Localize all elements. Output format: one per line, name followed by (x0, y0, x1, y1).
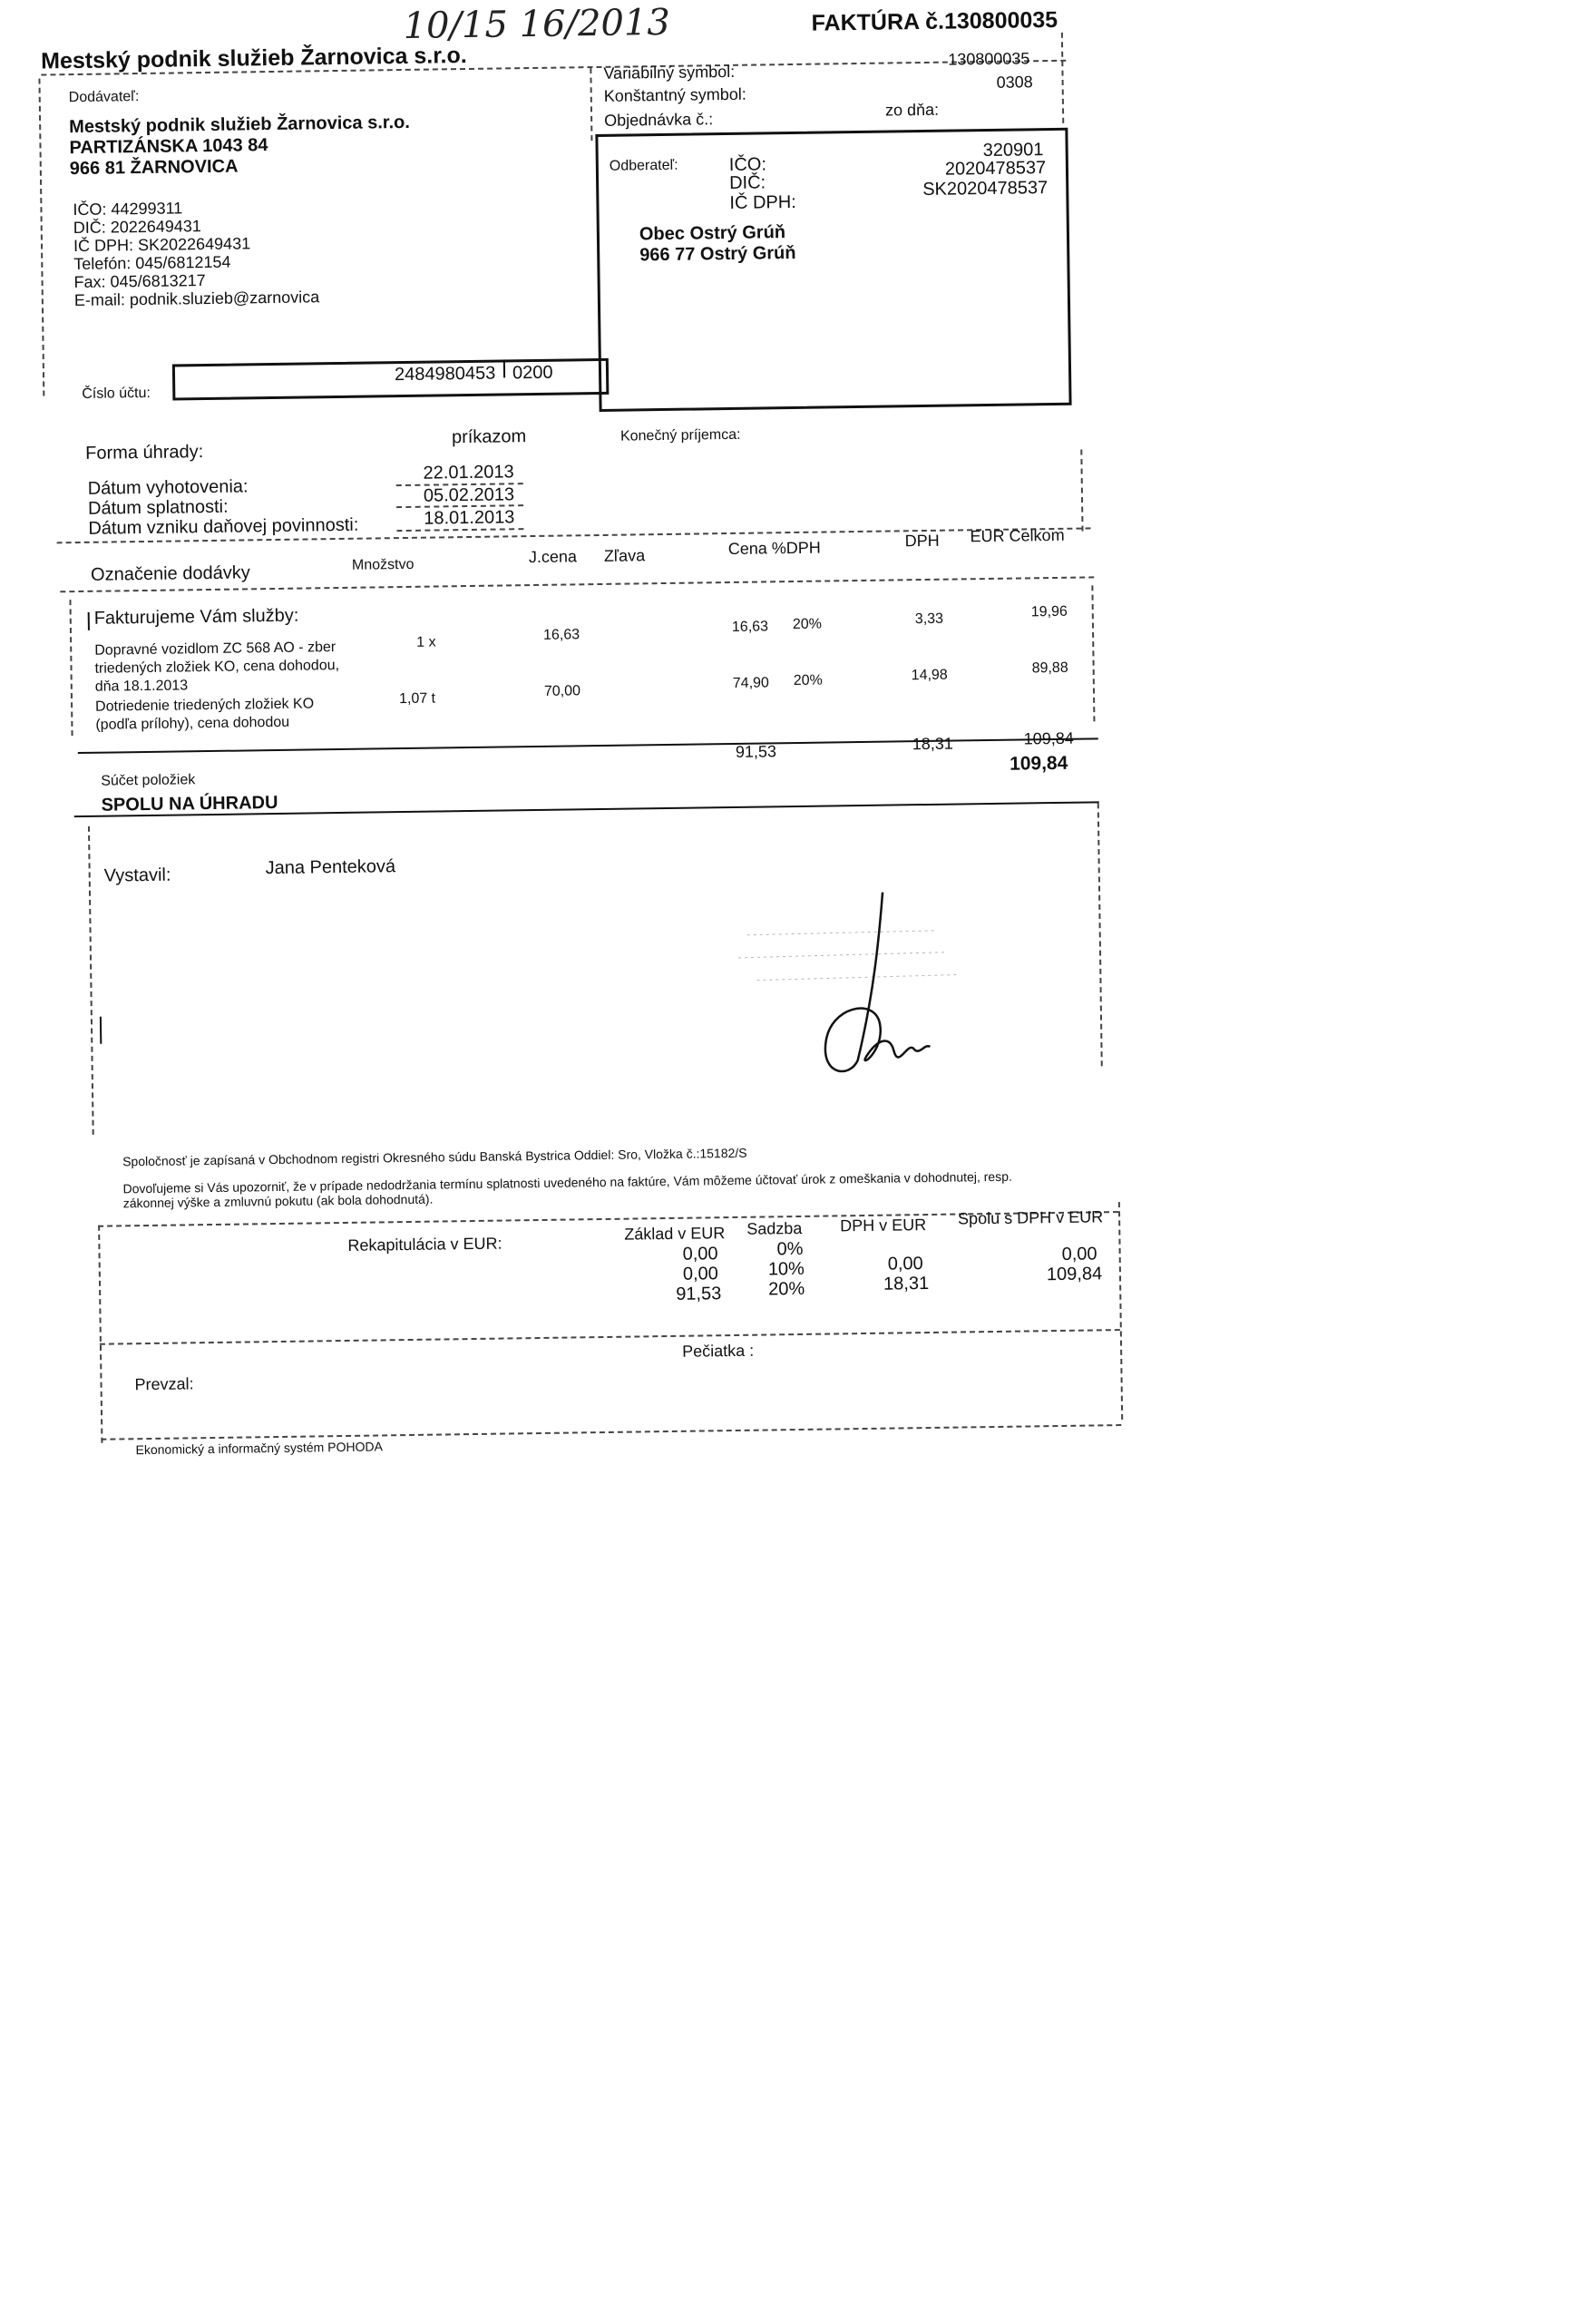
issued-by-name: Jana Penteková (265, 856, 396, 879)
issue-date: 22.01.2013 (423, 462, 514, 483)
col-total: EUR Celkom (970, 525, 1065, 546)
row2-qty: 1,07 t (398, 690, 436, 708)
variable-symbol-label: Variabilný symbol: (603, 62, 736, 83)
col-quantity: Množstvo (351, 556, 415, 573)
recap-left-border (98, 1225, 102, 1443)
items-intro: Fakturujeme Vám služby: (93, 605, 299, 629)
body-marker (100, 1017, 102, 1044)
customer-dic-label: DIČ: (728, 172, 766, 193)
col-designation: Označenie dodávky (90, 562, 250, 585)
final-recipient-label: Konečný príjemca: (619, 426, 741, 444)
due-date-label: Dátum splatnosti: (87, 496, 229, 519)
system-label: Ekonomický a informačný systém POHODA (135, 1439, 383, 1458)
row1-unit-price: 16,63 (542, 627, 580, 643)
signature (719, 886, 976, 1089)
account-bank: 0200 (512, 362, 553, 384)
supplier-label: Dodávateľ: (68, 89, 140, 106)
col-discount: Zľava (603, 546, 646, 565)
col-unit-price: J.cena (528, 547, 578, 567)
row2-desc1: Dotriedenie triedených zložiek KO (95, 696, 315, 715)
body-right-border (1097, 803, 1103, 1066)
constant-symbol-label: Konštantný symbol: (603, 84, 746, 105)
customer-dic: 2020478537 (944, 158, 1047, 180)
right-border-mid (1080, 450, 1083, 532)
recap-col-total: Spolu s DPH v EUR (957, 1207, 1104, 1228)
supplier-phone: Telefón: 045/6812154 (73, 252, 231, 274)
order-date-label: zo dňa: (884, 100, 940, 120)
order-label: Objednávka č.: (604, 110, 714, 130)
supplier-icdph: IČ DPH: SK2022649431 (73, 234, 251, 256)
account-number: 2484980453 (394, 363, 496, 386)
account-label: Číslo účtu: (82, 385, 151, 402)
issue-date-label: Dátum vyhotovenia: (87, 476, 249, 499)
supplier-dic: DIČ: 2022649431 (73, 217, 201, 238)
supplier-email: E-mail: podnik.sluzieb@zarnovica (73, 288, 320, 310)
recap-col-vat: DPH v EUR (840, 1216, 927, 1235)
customer-label: Odberateľ: (609, 157, 678, 174)
row2-vat: 14,98 (911, 667, 948, 684)
variable-symbol-value: 130800035 (948, 49, 1030, 69)
table-right-border (1091, 585, 1095, 721)
row1-qty: 1 x (416, 634, 436, 650)
recap-col-base: Základ v EUR (624, 1224, 726, 1244)
payment-form-value: príkazom (451, 426, 527, 448)
footer-rule (101, 1424, 1121, 1440)
tax-date-label: Dátum vzniku daňovej povinnosti: (88, 514, 359, 539)
supplier-city: 966 81 ŽARNOVICA (69, 156, 239, 180)
notice-line-1: Dovoľujeme si Vás upozorniť, že v prípade nedodržania termínu splatnosti uvedeného na faktúre, Vám môžeme účtovať úrok z omeškania v dohodnutej, resp. (122, 1168, 1012, 1196)
supplier-ico: IČO: 44299311 (73, 199, 183, 220)
supplier-street: PARTIZÁNSKA 1043 84 (69, 135, 268, 159)
col-vat: DPH (904, 531, 940, 551)
row2-desc2: (podľa prílohy), cena dohodou (95, 714, 290, 733)
recap-label: Rekapitulácia v EUR: (347, 1234, 502, 1255)
col-price-vat: Cena %DPH (727, 538, 821, 559)
row2-price: 74,90 (732, 675, 769, 691)
recap-bottom-rule (100, 1329, 1120, 1345)
recap-row2-total: 0,00 (1061, 1244, 1097, 1265)
row1-price: 16,63 (731, 619, 769, 635)
row1-desc2: triedených zložiek KO, cena dohodou, (94, 658, 340, 677)
invoice-title: FAKTÚRA č.130800035 (811, 6, 1058, 36)
left-border (38, 79, 44, 396)
symbols-divider (590, 68, 592, 141)
company-title: Mestský podnik služieb Žarnovica s.r.o. (40, 42, 467, 74)
recap-row1-base: 0,00 (682, 1244, 718, 1265)
customer-ico: 320901 (982, 140, 1044, 161)
row2-unit-price: 70,00 (543, 683, 581, 699)
customer-icdph: SK2020478537 (922, 178, 1049, 200)
sum-vat: 18,31 (912, 734, 953, 754)
recap-right-border (1118, 1202, 1123, 1420)
stamp-label: Pečiatka : (681, 1341, 755, 1361)
constant-symbol-value: 0308 (996, 73, 1033, 92)
notice-line-2: zákonnej výške a zmluvnú pokutu (ak bola dohodnutá). (122, 1191, 434, 1211)
customer-ico-label: IČO: (728, 154, 767, 175)
recap-row2-vat: 0,00 (887, 1254, 923, 1274)
supplier-fax: Fax: 045/6813217 (73, 271, 206, 292)
received-label: Prevzal: (134, 1374, 194, 1394)
right-border-top (1061, 33, 1064, 123)
register-note: Spoločnosť je zapísaná v Obchodnom registri Okresného súdu Banská Bystrica Oddiel: Sro, Vložka č.:15182/S (122, 1145, 747, 1169)
due-date: 05.02.2013 (423, 484, 515, 506)
row1-desc1: Dopravné vozidlom ZC 568 AO - zber (94, 640, 337, 659)
dates-underline-3 (396, 528, 523, 532)
row2-rate: 20% (793, 672, 823, 689)
recap-row2-base: 0,00 (682, 1264, 719, 1284)
row1-rate: 20% (792, 616, 823, 633)
recap-row3-base: 91,53 (676, 1284, 722, 1304)
row1-total: 19,96 (1030, 603, 1068, 620)
recap-row3-vat: 18,31 (883, 1274, 930, 1294)
issued-by-label: Vystavil: (103, 864, 171, 886)
row1-desc3: dňa 18.1.2013 (94, 678, 189, 695)
recap-row3-rate: 20% (768, 1278, 805, 1300)
recap-row1-rate: 0% (776, 1238, 804, 1260)
recap-row2-rate: 10% (767, 1258, 805, 1280)
recap-row3-total: 109,84 (1046, 1264, 1103, 1285)
pay-label: SPOLU NA ÚHRADU (101, 792, 278, 815)
intro-marker (88, 612, 90, 630)
row1-vat: 3,33 (914, 610, 944, 628)
supplier-name: Mestský podnik služieb Žarnovica s.r.o. (69, 112, 411, 138)
sum-price: 91,53 (735, 742, 777, 761)
customer-name: Obec Ostrý Grúň (639, 222, 786, 245)
sum-total: 109,84 (1023, 728, 1074, 748)
body-left-border (88, 826, 94, 1135)
customer-city: 966 77 Ostrý Grúň (639, 242, 796, 266)
handwritten-note: 10/15 16/2013 (403, 1, 671, 47)
recap-col-rate: Sadzba (746, 1218, 803, 1238)
sum-label: Súčet položiek (101, 772, 196, 789)
account-divider (503, 359, 505, 377)
table-left-border (69, 600, 73, 736)
customer-icdph-label: IČ DPH: (729, 191, 796, 213)
row2-total: 89,88 (1031, 659, 1068, 677)
payment-form-label: Forma úhrady: (85, 442, 204, 464)
tax-date: 18.01.2013 (424, 507, 515, 529)
pay-total: 109,84 (1009, 752, 1068, 775)
